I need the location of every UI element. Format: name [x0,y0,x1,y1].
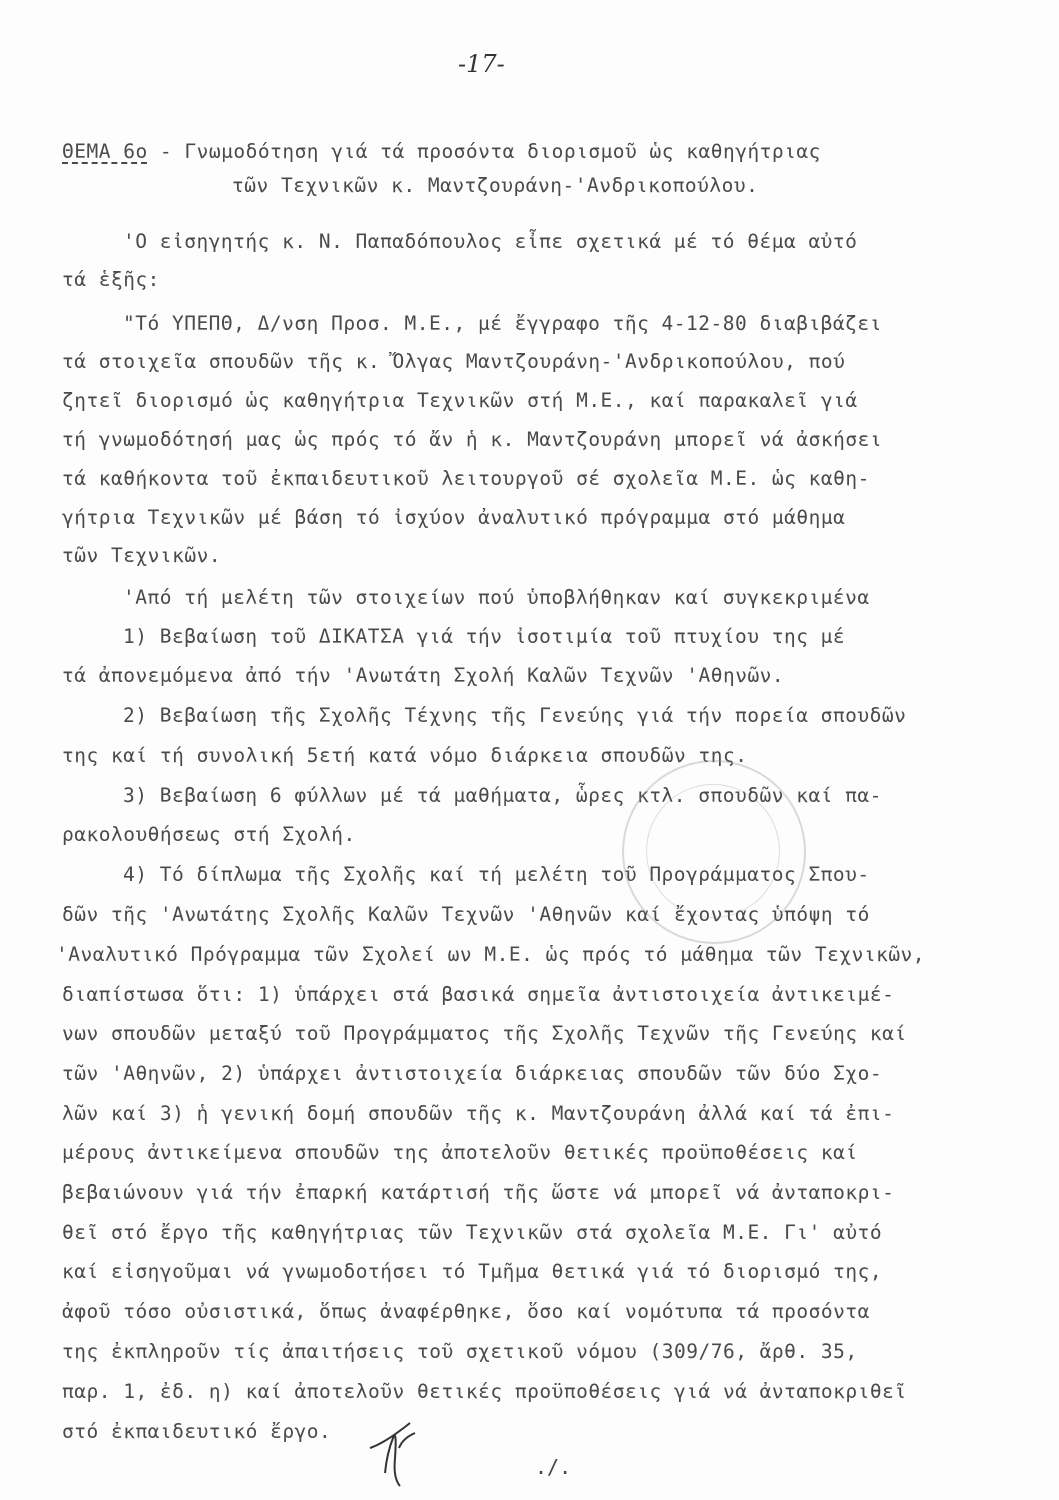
body-line: 'Ο εἰσηγητής κ. Ν. Παπαδόπουλος εἶπε σχετικά μέ τό θέμα αὐτό [123,230,858,253]
body-line: τή γνωμοδότησή μας ὡς πρός τό ἄν ἡ κ. Μαντζουράνη μπορεῖ νά ἀσκήσει [62,428,883,451]
body-line: τῶν 'Αθηνῶν, 2) ὑπάρχει ἀντιστοιχεία διάρκειας σπουδῶν τῶν δύο Σχο- [62,1062,883,1085]
body-line: γήτρια Τεχνικῶν μέ βάση τό ἰσχύον ἀναλυτικό πρόγραμμα στό μάθημα [62,506,846,529]
body-line: 1) Βεβαίωση τοῦ ΔΙΚΑΤΣΑ γιά τήν ἰσοτιμία τοῦ πτυχίου της μέ [123,625,846,648]
body-line: λῶν καί 3) ἡ γενική δομή σπουδῶν τῆς κ. Μαντζουράνη ἀλλά καί τά ἐπι- [62,1102,895,1125]
end-mark: ./. [535,1455,572,1479]
body-line: 'Από τή μελέτη τῶν στοιχείων πού ὑποβλήθηκαν καί συγκεκριμένα [123,586,870,609]
body-line: βεβαιώνουν γιά τήν ἐπαρκή κατάρτισή τῆς ὥστε νά μπορεῖ νά ἀνταποκρι- [62,1181,895,1204]
body-line: νων σπουδῶν μεταξύ τοῦ Προγράμματος τῆς Σχολῆς Τεχνῶν τῆς Γενεύης καί [62,1022,907,1045]
body-line: 2) Βεβαίωση τῆς Σχολῆς Τέχνης τῆς Γενεύης γιά τήν πορεία σπουδῶν [123,704,907,727]
body-line: τῶν Τεχνικῶν. [62,544,222,567]
page-number: -17- [458,50,505,78]
body-line: 'Αναλυτικό Πρόγραμμα τῶν Σχολεί ων Μ.Ε. ὡς πρός τό μάθημα τῶν Τεχνικῶν, [56,943,926,966]
theme-label: ΘΕΜΑ 6ο [62,140,148,163]
body-line: τά ἀπονεμόμενα ἀπό τήν 'Ανωτάτη Σχολή Καλῶν Τεχνῶν 'Αθηνῶν. [62,664,785,687]
body-line: στό ἐκπαιδευτικό ἔργο. [62,1420,332,1443]
title-line-2: τῶν Τεχνικῶν κ. Μαντζουράνη-'Ανδρικοπούλου. [232,174,759,197]
body-line: μέρους ἀντικείμενα σπουδῶν της ἀποτελοῦν θετικές προϋποθέσεις καί [62,1141,858,1164]
body-line: τά στοιχεῖα σπουδῶν τῆς κ. Ὄλγας Μαντζουράνη-'Ανδρικοπούλου, πού [62,350,846,373]
body-line: θεῖ στό ἔργο τῆς καθηγήτριας τῶν Τεχνικῶν στά σχολεῖα Μ.Ε. Γι' αὐτό [62,1221,883,1244]
body-line: ζητεῖ διορισμό ὡς καθηγήτρια Τεχνικῶν στή Μ.Ε., καί παρακαλεῖ γιά [62,389,858,412]
body-line: της ἐκπληροῦν τίς ἀπαιτήσεις τοῦ σχετικοῦ νόμου (309/76, ἄρθ. 35, [62,1340,858,1363]
body-line: ἀφοῦ τόσο οὐσιστικά, ὅπως ἀναφέρθηκε, ὅσο καί νομότυπα τά προσόντα [62,1300,870,1323]
body-line: ρακολουθήσεως στή Σχολή. [62,823,356,846]
title-line-1 [62,140,821,164]
body-line: τά ἑξῆς: [62,268,160,291]
body-line: παρ. 1, ἐδ. η) καί ἀποτελοῦν θετικές προϋποθέσεις γιά νά ἀνταποκριθεῖ [62,1380,907,1403]
body-line: "Τό ΥΠΕΠΘ, Δ/νση Προσ. Μ.Ε., μέ ἔγγραφο τῆς 4-12-80 διαβιβάζει [123,312,882,335]
theme-title-text: - Γνωμοδότηση γιά τά προσόντα διορισμοῦ ὡς καθηγήτριας [147,140,821,163]
body-line: 4) Τό δίπλωμα τῆς Σχολῆς καί τή μελέτη τοῦ Προγράμματος Σπου- [123,863,870,886]
body-line: καί εἰσηγοῦμαι νά γνωμοδοτήσει τό Τμῆμα θετικά γιά τό διορισμό της, [62,1260,883,1283]
body-line: διαπίστωσα ὅτι: 1) ὑπάρχει στά βασικά σημεῖα ἀντιστοιχεία ἀντικειμέ- [62,983,895,1006]
signature-mark [365,1418,425,1488]
body-line: 3) Βεβαίωση 6 φύλλων μέ τά μαθήματα, ὧρες κτλ. σπουδῶν καί πα- [123,784,882,807]
faded-stamp [622,760,806,944]
body-line: της καί τή συνολική 5ετή κατά νόμο διάρκεια σπουδῶν της. [62,744,748,767]
body-line: τά καθήκοντα τοῦ ἐκπαιδευτικοῦ λειτουργοῦ σέ σχολεῖα Μ.Ε. ὡς καθη- [62,467,870,490]
body-line: δῶν τῆς 'Ανωτάτης Σχολῆς Καλῶν Τεχνῶν 'Αθηνῶν καί ἔχοντας ὑπόψη τό [62,903,870,926]
